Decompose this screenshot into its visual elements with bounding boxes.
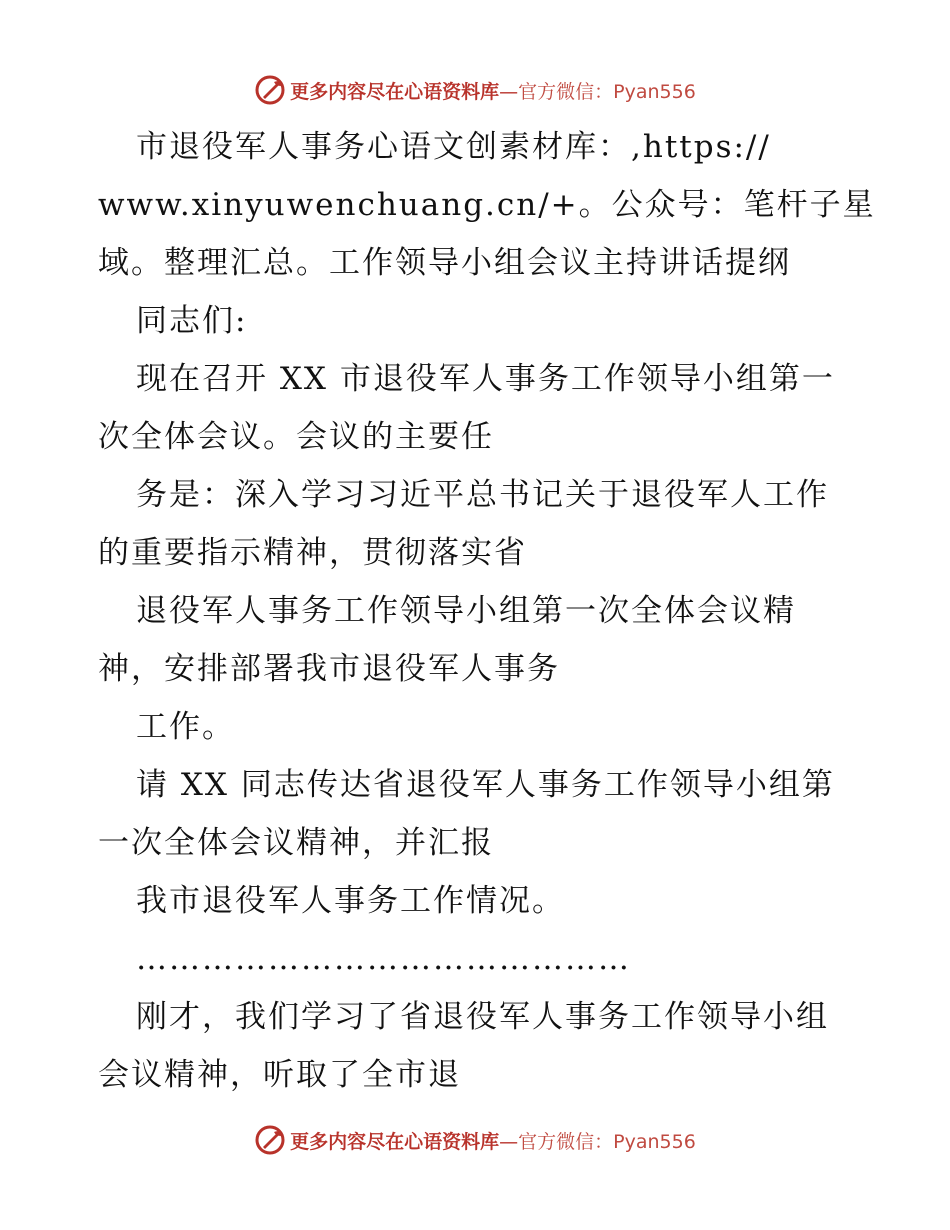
header-banner-lead: 更多内容尽在心语资料库: [290, 80, 500, 103]
body-line: 会议精神，听取了全市退: [98, 1057, 461, 1093]
body-line: 的重要指示精神，贯彻落实省: [98, 535, 527, 571]
header-banner: [0, 70, 950, 110]
body-line: 神，安排部署我市退役军人事务: [98, 651, 560, 687]
body-line: 退役军人事务工作领导小组第一次全体会议精: [136, 593, 796, 629]
document-body: [98, 118, 876, 1104]
footer-banner-separator: —: [499, 1130, 519, 1153]
quill-logo-icon: [254, 1124, 286, 1156]
header-banner-separator: —: [499, 80, 519, 103]
footer-banner-text: [290, 1127, 696, 1154]
body-line: 市退役军人事务心语文创素材库：,https://: [136, 129, 771, 165]
header-banner-wechat: 官方微信：Pyan556: [518, 80, 696, 103]
body-line: 我市退役军人事务工作情况。: [136, 883, 565, 919]
body-line: 一次全体会议精神，并汇报: [98, 825, 494, 861]
body-line: 工作。: [136, 709, 235, 745]
body-line: 刚才，我们学习了省退役军人事务工作领导小组: [136, 999, 829, 1035]
body-line: 域。整理汇总。工作领导小组会议主持讲话提纲: [98, 245, 791, 281]
ellipsis-divider: ………………………………………: [136, 941, 631, 977]
body-line: www.xinyuwenchuang.cn/+。公众号：笔杆子星: [98, 187, 876, 223]
body-line: 现在召开 XX 市退役军人事务工作领导小组第一: [136, 361, 835, 397]
footer-banner-lead: 更多内容尽在心语资料库: [290, 1130, 500, 1153]
body-line: 次全体会议。会议的主要任: [98, 419, 494, 455]
body-line: 务是：深入学习习近平总书记关于退役军人工作: [136, 477, 829, 513]
body-line: 请 XX 同志传达省退役军人事务工作领导小组第: [136, 767, 835, 803]
salutation: 同志们:: [136, 303, 248, 339]
footer-banner: [0, 1120, 950, 1160]
footer-banner-wechat: 官方微信：Pyan556: [518, 1130, 696, 1153]
quill-logo-icon: [254, 74, 286, 106]
header-banner-text: [290, 77, 696, 104]
